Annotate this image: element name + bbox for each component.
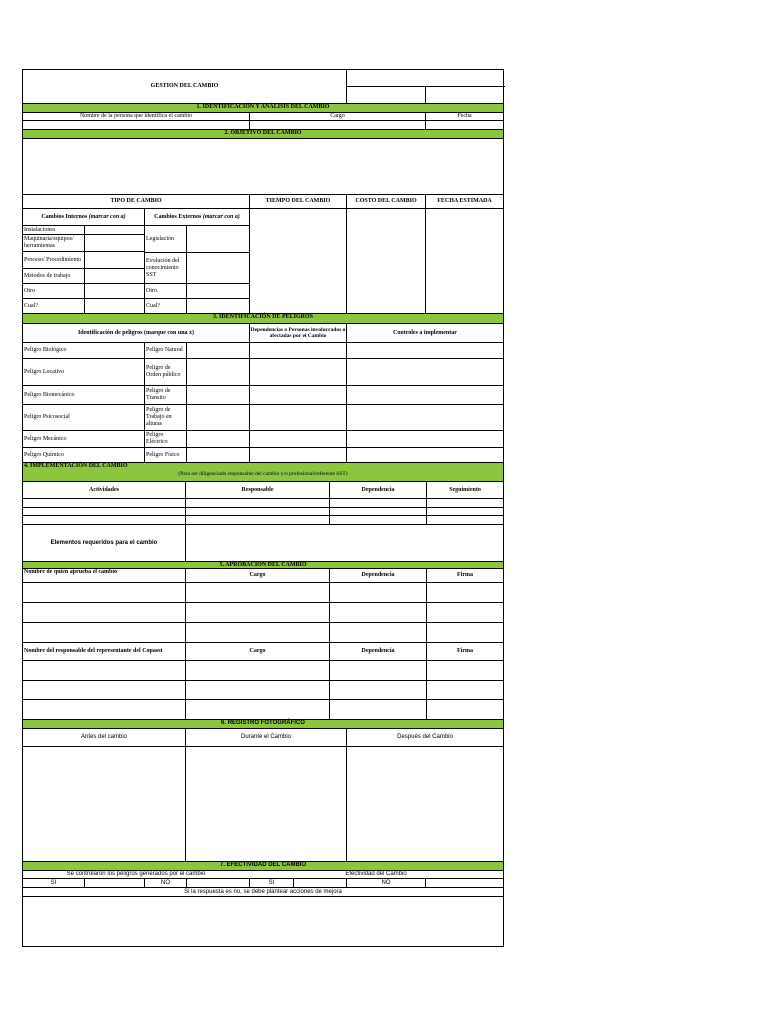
- aprueba-cargo-input[interactable]: [185, 622, 329, 642]
- dependencias-header: Dependencias o Personas involucrados o afectadas por el Cambio: [249, 323, 346, 342]
- mark-box[interactable]: [84, 298, 144, 313]
- peligro-right: Peligro Natural: [144, 342, 186, 358]
- internos-item: Proceso/ Procedimiento: [23, 251, 84, 268]
- controles-input[interactable]: [346, 385, 503, 404]
- mark-box[interactable]: [186, 298, 249, 313]
- controles-header: Controles a implementar: [346, 323, 503, 342]
- aprueba-firma-input[interactable]: [426, 602, 503, 622]
- section-5-header: 5. APROBACION DEL CAMBIO: [23, 561, 503, 568]
- dependencias-input[interactable]: [249, 447, 346, 462]
- responsable-input[interactable]: [185, 515, 329, 524]
- peligro-right: Peligro Eléctrico: [144, 430, 186, 447]
- copasst-nombre-input[interactable]: [23, 680, 185, 699]
- acciones-mejora-input[interactable]: [23, 896, 503, 946]
- efectividad-no-label: NO: [346, 878, 425, 887]
- copasst-dependencia-input[interactable]: [329, 699, 426, 719]
- no-checkbox[interactable]: [186, 878, 249, 887]
- aprueba-nombre-input[interactable]: [23, 602, 185, 622]
- despues-photo[interactable]: [346, 746, 503, 861]
- copasst-cargo-header: Cargo: [185, 642, 329, 660]
- seguimiento-input[interactable]: [426, 498, 503, 507]
- aprueba-dependencia-input[interactable]: [329, 582, 426, 602]
- si-label: SI: [23, 878, 84, 887]
- peligro-right: Peligro de Transito: [144, 385, 186, 404]
- peligro-left: Peligro Biomecánico: [23, 385, 144, 404]
- tipo-cambio-header: TIPO DE CAMBIO: [23, 194, 249, 208]
- aprueba-firma-input[interactable]: [426, 582, 503, 602]
- copasst-cargo-input[interactable]: [185, 680, 329, 699]
- actividades-header: Actividades: [23, 481, 185, 498]
- controles-input[interactable]: [346, 430, 503, 447]
- dependencia-input[interactable]: [329, 515, 426, 524]
- efectividad-question: Efectividad del Cambio: [249, 870, 503, 878]
- aprueba-nombre-input[interactable]: [23, 582, 185, 602]
- peligro-left: Peligro Locativo: [23, 358, 144, 385]
- fecha-estimada-input[interactable]: [425, 208, 503, 313]
- mark-box[interactable]: [186, 447, 249, 462]
- peligro-right: Peligro Físico: [144, 447, 186, 462]
- section-6-header: 6. REGISTRO FOTOGRÁFICO: [23, 719, 503, 728]
- internos-item: Otro: [23, 283, 84, 298]
- peligro-left: Peligro Psicosocial: [23, 404, 144, 430]
- aprueba-cargo-input[interactable]: [185, 582, 329, 602]
- aprueba-firma-header: Firma: [426, 568, 503, 582]
- peligro-right: Peligro de Orden público: [144, 358, 186, 385]
- internos-item: Metodos de trabajo: [23, 268, 84, 283]
- costo-header: COSTO DEL CAMBIO: [346, 194, 425, 208]
- responsable-header: Responsable: [185, 481, 329, 498]
- internos-item: Cual?: [23, 298, 84, 313]
- aprueba-dependencia-header: Dependencia: [329, 568, 426, 582]
- actividad-input[interactable]: [23, 507, 185, 515]
- mark-box[interactable]: [186, 342, 249, 358]
- tiempo-header: TIEMPO DEL CAMBIO: [249, 194, 346, 208]
- actividad-input[interactable]: [23, 515, 185, 524]
- antes-photo[interactable]: [23, 746, 185, 861]
- dependencia-header: Dependencia: [329, 481, 426, 498]
- dependencia-input[interactable]: [329, 498, 426, 507]
- mark-box[interactable]: [84, 234, 144, 251]
- si-checkbox[interactable]: [84, 878, 144, 887]
- fecha-input[interactable]: [425, 120, 503, 129]
- aprueba-cargo-input[interactable]: [185, 602, 329, 622]
- controles-input[interactable]: [346, 447, 503, 462]
- elementos-label: Elementos requeridos para el cambio: [23, 524, 185, 561]
- dependencia-input[interactable]: [329, 507, 426, 515]
- section-1-header: 1. IDENTIFICACIÓN Y ANÁLISIS DEL CAMBIO: [23, 103, 503, 112]
- seguimiento-input[interactable]: [426, 515, 503, 524]
- aprueba-cargo-header: Cargo: [185, 568, 329, 582]
- peligro-left: Peligro Químico: [23, 447, 144, 462]
- antes-header: Antes del cambio: [23, 728, 185, 746]
- mark-box[interactable]: [84, 283, 144, 298]
- mark-box[interactable]: [186, 252, 249, 283]
- copasst-cargo-input[interactable]: [185, 660, 329, 680]
- durante-header: Durante el Cambio: [185, 728, 346, 746]
- internos-item: Instalaciones: [23, 225, 84, 234]
- fecha-label: Fecha: [425, 112, 503, 120]
- cargo-label: Cargo: [249, 112, 425, 120]
- copasst-firma-header: Firma: [426, 642, 503, 660]
- efectividad-si-label: SI: [249, 878, 293, 887]
- name-label: Nombre de la persona que identifica el cambio: [23, 112, 249, 120]
- elementos-input[interactable]: [185, 524, 503, 561]
- efectividad-no-checkbox[interactable]: [425, 878, 503, 887]
- mark-box[interactable]: [186, 283, 249, 298]
- aprueba-dependencia-input[interactable]: [329, 622, 426, 642]
- form-title: GESTION DEL CAMBIO: [150, 83, 219, 89]
- dependencias-input[interactable]: [249, 404, 346, 430]
- no-label: NO: [144, 878, 186, 887]
- dependencias-input[interactable]: [249, 358, 346, 385]
- internos-label: Cambios Internos: [41, 213, 88, 220]
- change-management-form: [22, 69, 504, 947]
- mark-box[interactable]: [84, 251, 144, 268]
- controles-input[interactable]: [346, 342, 503, 358]
- ident-peligros-header: Identificación de peligros (marque con una x): [23, 323, 249, 342]
- mark-box[interactable]: [186, 430, 249, 447]
- internos-item: Maquinaria/equipos/ herramientas: [23, 234, 84, 251]
- seguimiento-header: Seguimiento: [426, 481, 503, 498]
- name-input[interactable]: [23, 120, 249, 129]
- copasst-firma-input[interactable]: [426, 680, 503, 699]
- tiempo-input[interactable]: [249, 208, 346, 313]
- externos-item: Evolución del conocimiento SST: [144, 252, 186, 283]
- internos-header: [23, 208, 144, 225]
- aprueba-firma-input[interactable]: [426, 622, 503, 642]
- section-3-header: 3. IDENTIFICACIÓN DE PELIGROS: [23, 313, 503, 323]
- mark-box[interactable]: [84, 225, 144, 234]
- internos-hint: (marcar con a): [88, 213, 126, 220]
- section-4-note: (Para ser diligenciado responsable del cambio y/o profesional/referente SST): [178, 471, 348, 477]
- seguimiento-input[interactable]: [426, 507, 503, 515]
- controlaron-question: Se controlaron los peligros generados por el cambio: [23, 870, 249, 878]
- externos-item: Cual?: [144, 298, 186, 313]
- cargo-input[interactable]: [249, 120, 425, 129]
- externos-item: Otro.: [144, 283, 186, 298]
- copasst-firma-input[interactable]: [426, 699, 503, 719]
- section-7-header: 7. EFECTIVIDAD DEL CAMBIO: [23, 861, 503, 870]
- section-4-title: 4. IMPLEMENTACIÓN DEL CAMBIO: [24, 463, 128, 469]
- externos-hint: (marcar con a): [202, 213, 240, 220]
- copasst-dependencia-header: Dependencia: [329, 642, 426, 660]
- mark-box[interactable]: [186, 404, 249, 430]
- copasst-cargo-input[interactable]: [185, 699, 329, 719]
- copasst-nombre-input[interactable]: [23, 699, 185, 719]
- mark-box[interactable]: [84, 268, 144, 283]
- fecha-estimada-header: FECHA ESTIMADA: [425, 194, 503, 208]
- durante-photo[interactable]: [185, 746, 346, 861]
- section-2-header: 2. OBJETIVO DEL CAMBIO: [23, 129, 503, 138]
- externos-label: Cambios Externos: [154, 213, 202, 220]
- mark-box[interactable]: [186, 225, 249, 252]
- peligro-left: Peligro Mecánico: [23, 430, 144, 447]
- copasst-header: Nombre del responsable del representante del Copasst: [23, 642, 185, 660]
- section-4-header: [23, 462, 503, 481]
- peligro-right: Peligro de Trabajo en alturas: [144, 404, 186, 430]
- dependencias-input[interactable]: [249, 342, 346, 358]
- mark-box[interactable]: [186, 358, 249, 385]
- actividad-input[interactable]: [23, 498, 185, 507]
- copasst-dependencia-input[interactable]: [329, 680, 426, 699]
- responsable-input[interactable]: [185, 498, 329, 507]
- aprueba-header: Nombre de quien aprueba el cambio: [23, 568, 185, 582]
- dependencias-input[interactable]: [249, 385, 346, 404]
- aprueba-dependencia-input[interactable]: [329, 602, 426, 622]
- efectividad-si-checkbox[interactable]: [293, 878, 346, 887]
- externos-header: [144, 208, 249, 225]
- copasst-nombre-input[interactable]: [23, 660, 185, 680]
- acciones-mejora-note: Si la respuesta es no, se debe plantear acciones de mejora: [23, 887, 503, 896]
- aprueba-nombre-input[interactable]: [23, 622, 185, 642]
- mark-box[interactable]: [186, 385, 249, 404]
- responsable-input[interactable]: [185, 507, 329, 515]
- objetivo-textarea[interactable]: [23, 138, 503, 194]
- externos-item: Legislación: [144, 225, 186, 252]
- controles-input[interactable]: [346, 358, 503, 385]
- costo-input[interactable]: [346, 208, 425, 313]
- copasst-dependencia-input[interactable]: [329, 660, 426, 680]
- copasst-firma-input[interactable]: [426, 660, 503, 680]
- peligro-left: Peligro Biológico: [23, 342, 144, 358]
- dependencias-input[interactable]: [249, 430, 346, 447]
- controles-input[interactable]: [346, 404, 503, 430]
- despues-header: Después del Cambio: [346, 728, 503, 746]
